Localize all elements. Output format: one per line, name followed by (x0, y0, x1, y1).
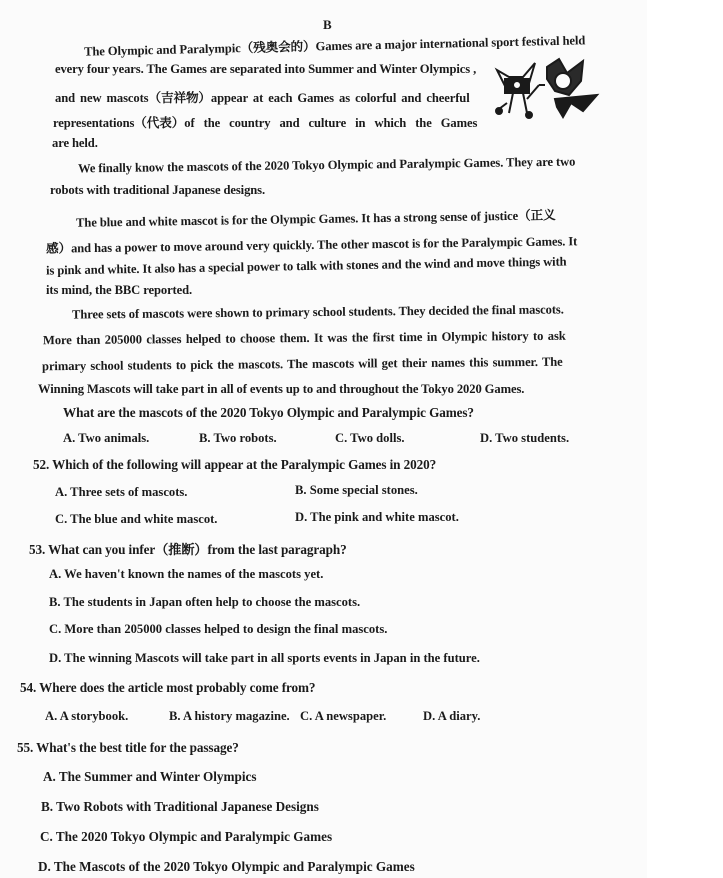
question-number: 55. (17, 740, 34, 755)
option-a[interactable]: A. We haven't known the names of the mascots yet. (49, 567, 324, 581)
passage-line: The blue and white mascot is for the Olympic Games. It has a strong sense of justice（正义 (75, 208, 556, 230)
passage-line: 感）and has a power to move around very quickly. The other mascot is for the Paralympic Games. It (45, 234, 578, 256)
question-number: 52. (33, 457, 50, 472)
option-d[interactable]: D. The pink and white mascot. (295, 510, 459, 524)
question-text: What's the best title for the passage? (36, 740, 239, 755)
option-a[interactable]: A. Three sets of mascots. (55, 485, 188, 499)
mascots-illustration (487, 55, 627, 135)
passage-line: representations（代表）of the country and culture in which the Games (53, 116, 478, 130)
passage-line: More than 205000 classes helped to choose them. It was the first time in Olympic history to ask (42, 328, 566, 348)
option-c[interactable]: C. Two dolls. (335, 431, 405, 445)
option-b[interactable]: B. Some special stones. (295, 483, 418, 497)
option-c[interactable]: C. The 2020 Tokyo Olympic and Paralympic Games (40, 829, 333, 844)
option-d[interactable]: D. A diary. (423, 709, 481, 723)
option-c[interactable]: C. A newspaper. (300, 709, 387, 723)
option-a[interactable]: A. A storybook. (45, 709, 129, 723)
option-d[interactable]: D. The winning Mascots will take part in all sports events in Japan in the future. (49, 651, 480, 665)
option-c[interactable]: C. More than 205000 classes helped to design the final mascots. (49, 622, 388, 636)
question-number: 54. (20, 680, 37, 695)
question-53 (29, 539, 347, 558)
option-d[interactable]: D. Two students. (480, 431, 570, 445)
passage-line: are held. (52, 136, 98, 150)
passage-line: and new mascots（吉祥物）appear at each Games as colorful and cheerful (55, 91, 470, 105)
question-text: Which of the following will appear at the Paralympic Games in 2020? (52, 457, 437, 472)
passage-line: Winning Mascots will take part in all of events up to and throughout the Tokyo 2020 Games. (38, 382, 525, 396)
passage-line: is pink and white. It also has a special power to talk with stones and the wind and move things with (45, 254, 567, 278)
question-text: What are the mascots of the 2020 Tokyo Olympic and Paralympic Games? (63, 405, 474, 420)
passage-line: robots with traditional Japanese designs. (50, 183, 266, 197)
option-a[interactable]: A. Two animals. (63, 431, 150, 445)
option-b[interactable]: B. Two robots. (199, 431, 277, 445)
option-d[interactable]: D. The Mascots of the 2020 Tokyo Olympic and Paralympic Games (38, 859, 415, 874)
passage-line: primary school students to pick the mascots. The mascots will get their names this summer. The (41, 354, 563, 374)
passage-line: Three sets of mascots were shown to primary school students. They decided the final mascots. (71, 302, 564, 322)
question-number: 53. (29, 542, 46, 557)
passage-line: The Olympic and Paralympic（残奥会的）Games are a major international sport festival held (83, 33, 586, 59)
question-54 (20, 680, 315, 696)
passage-line: every four years. The Games are separated into Summer and Winter Olympics , (55, 62, 477, 76)
question-52 (33, 457, 436, 473)
question-55 (17, 740, 239, 756)
option-b[interactable]: B. The students in Japan often help to choose the mascots. (49, 595, 361, 609)
option-a[interactable]: A. The Summer and Winter Olympics (43, 769, 257, 784)
option-b[interactable]: B. Two Robots with Traditional Japanese Designs (41, 799, 319, 814)
question-text: Where does the article most probably come from? (39, 680, 316, 695)
section-label: B (323, 17, 332, 32)
question-text: What can you infer（推断）from the last paragraph? (48, 542, 347, 557)
passage-line: We finally know the mascots of the 2020 Tokyo Olympic and Paralympic Games. They are two (77, 154, 576, 176)
option-b[interactable]: B. A history magazine. (169, 709, 290, 723)
passage-line: its mind, the BBC reported. (46, 283, 193, 297)
option-c[interactable]: C. The blue and white mascot. (55, 512, 218, 526)
